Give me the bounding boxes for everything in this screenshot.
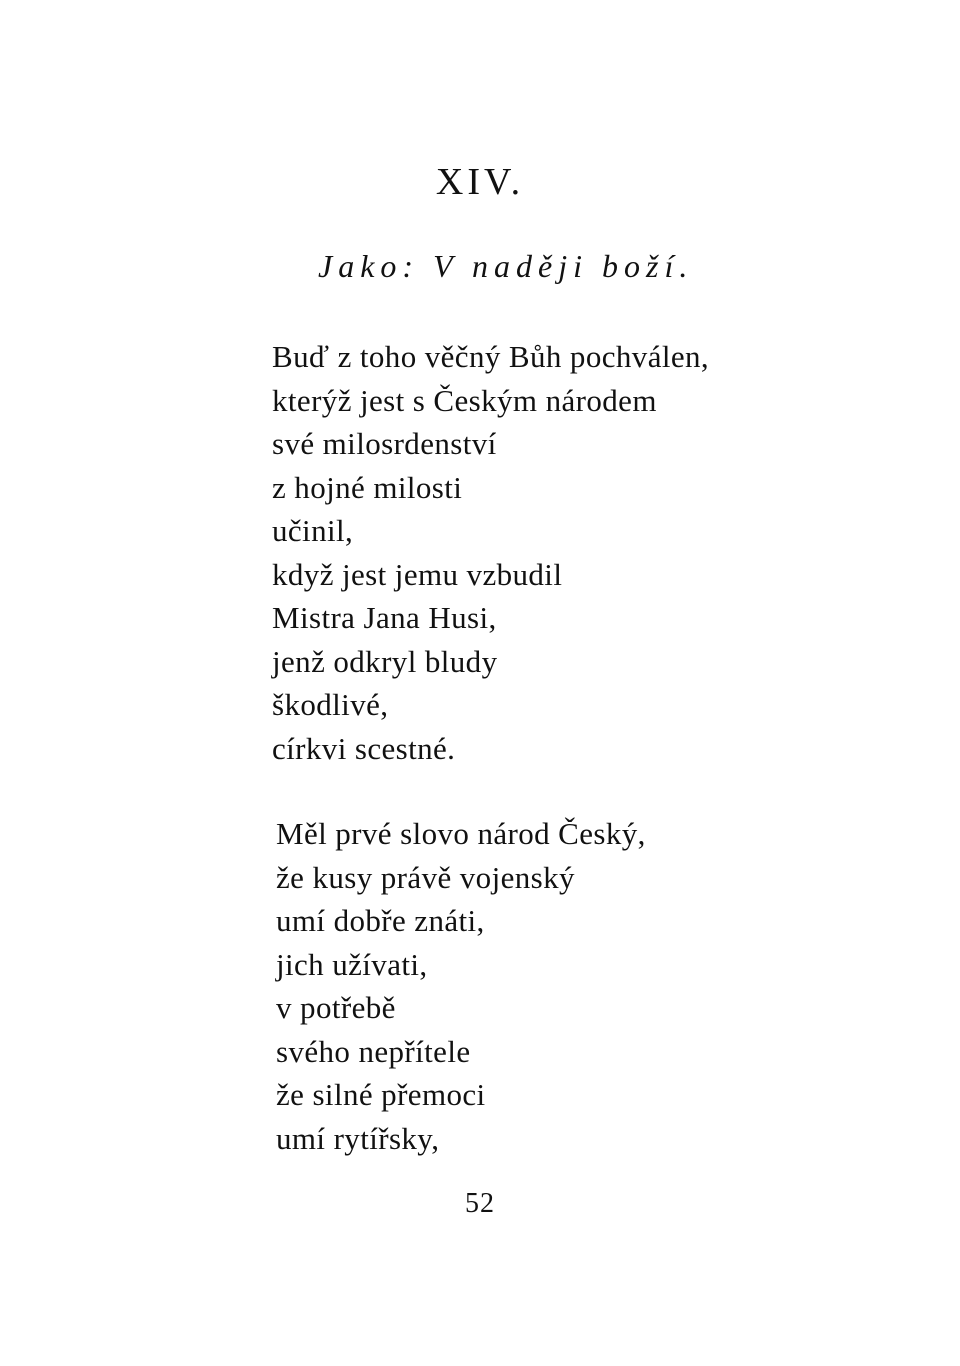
chapter-number: XIV. <box>435 161 525 203</box>
verse-line: kterýž jest s Českým národem <box>272 382 657 418</box>
verse-line: své milosrdenství <box>272 426 497 461</box>
verse-line: umí dobře znáti, <box>276 903 485 938</box>
verse-line: že kusy právě vojenský <box>276 859 575 895</box>
stanza-1 <box>272 335 709 770</box>
verse-line: umí rytířsky, <box>276 1120 440 1156</box>
stanza-2 <box>276 812 646 1160</box>
verse-line: Buď z toho věčný Bůh pochválen, <box>272 339 710 374</box>
verse-line: Měl prvé slovo národ Český, <box>276 816 646 851</box>
verse-line: učinil, <box>272 513 354 548</box>
hymn-tune-subtitle: Jako: V naději boží. <box>318 248 694 284</box>
verse-line: církvi scestné. <box>272 730 456 766</box>
verse-line: Mistra Jana Husi, <box>272 600 497 635</box>
verse-line: když jest jemu vzbudil <box>272 556 563 592</box>
verse-line: z hojné milosti <box>272 469 463 505</box>
verse-line: jenž odkryl bludy <box>272 643 498 679</box>
page-number: 52 <box>465 1188 495 1219</box>
verse-line: škodlivé, <box>272 687 389 722</box>
verse-line: jich užívati, <box>276 946 428 982</box>
verse-line: že silné přemoci <box>276 1077 486 1112</box>
verse-line: svého nepřítele <box>276 1033 471 1069</box>
verse-line: v potřebě <box>276 990 396 1025</box>
